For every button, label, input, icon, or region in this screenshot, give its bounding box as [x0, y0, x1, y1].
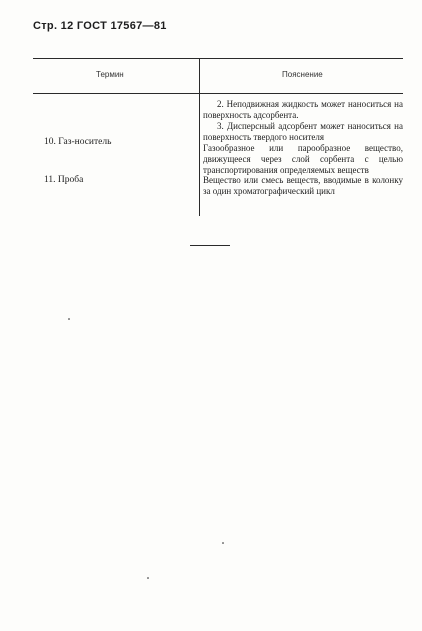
scan-speck — [222, 542, 224, 544]
page-header: Стр. 12 ГОСТ 17567—81 — [33, 20, 167, 32]
scan-speck — [147, 577, 149, 579]
column-divider — [199, 58, 200, 216]
definition-sample: Вещество или смесь веществ, вводимые в колонку за один хроматографический цикл — [203, 175, 403, 196]
term-sample: 11. Проба — [44, 175, 84, 185]
table-header-rule — [33, 93, 403, 94]
section-end-line — [190, 245, 230, 246]
term-carrier-gas: 10. Газ-носитель — [44, 137, 112, 147]
note-3: 3. Дисперсный адсорбент может наноситься на поверхность твердого носителя — [203, 121, 403, 142]
table-top-rule — [33, 58, 403, 59]
scan-speck — [68, 318, 70, 320]
definition-carrier-gas: Газообразное или парообразное вещество, движущееся через слой сорбента с целью транспортирования определяемых веществ — [203, 143, 403, 175]
note-2: 2. Неподвижная жидкость может наноситься на поверхность адсорбента. — [203, 99, 403, 120]
column-header-explanation: Пояснение — [282, 70, 323, 79]
column-header-terms: Термин — [96, 70, 124, 79]
